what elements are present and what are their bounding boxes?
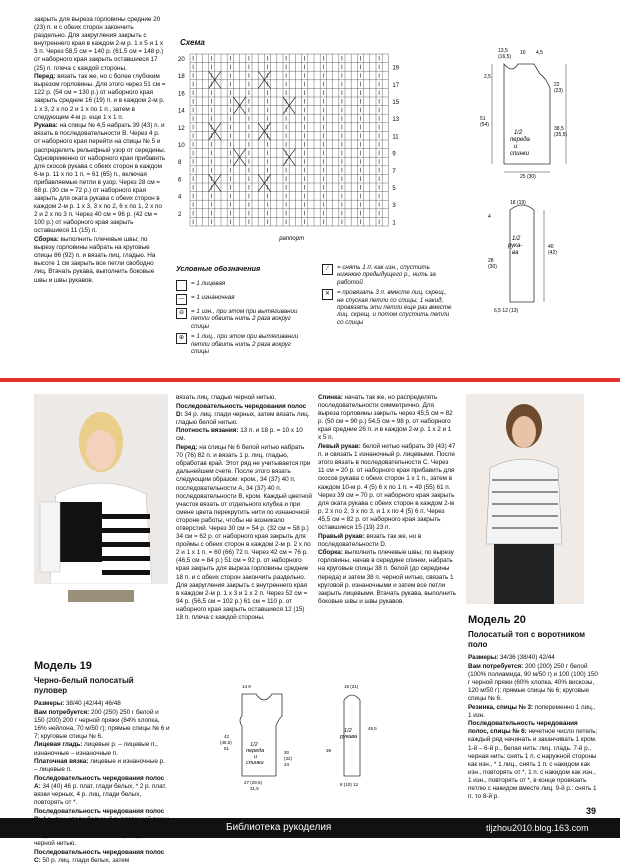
scheme-title: Схема: [180, 38, 205, 47]
svg-text:(30): (30): [488, 264, 497, 270]
row-number-left: 18: [178, 74, 185, 81]
paragraph: [318, 394, 456, 443]
row-number-left: 8: [178, 160, 182, 167]
row-number-left: 2: [178, 211, 182, 218]
paragraph-heading: Рукава:: [34, 122, 58, 130]
paragraph-heading: Перед:: [34, 73, 56, 81]
svg-text:30: 30: [284, 750, 290, 755]
paragraph-heading: Левый рукав:: [318, 443, 361, 451]
svg-text:4,5: 4,5: [536, 50, 543, 56]
paragraph-heading: Последовательность чередования полос C:: [34, 848, 165, 864]
row-number-right: 7: [392, 168, 396, 175]
paragraph-text: вязать так же, но с более глубоким вырезом горловины. Для этого через 51 см = 122 р. (54 см = 130 р.) от наборного края закрыть средние 16 (19) п. и в каждом 2-м р. 1 х 3, 2 х по 2 и 1 х по 1 п., затем в следующем 4-м р. еще 1 х 1 п.: [34, 73, 166, 121]
svg-text:(42): (42): [548, 250, 557, 256]
paragraph: [34, 849, 170, 865]
svg-text:ва: ва: [512, 250, 519, 256]
model-20-subtitle: Полосатый топ с воротником поло: [468, 630, 586, 649]
paragraph-text: 13 п. и 18 р. = 10 х 10 см.: [176, 427, 303, 443]
svg-text:(32): (32): [284, 756, 293, 761]
svg-text:и: и: [254, 754, 258, 760]
svg-text:6,5 12 (13): 6,5 12 (13): [494, 308, 519, 314]
paragraph-text: на спицы № 6 белой нитью набрать 70 (76) 82 п. и вязать 1 р. лиц. гладью, обработав край. Этот ряд не учитывается при дальнейшем счете. После этого вязать следующим образом: кром., 34 (37) 40 п. последовательности A, 34 (37) 40 п. последовательности B, кром. Каждый цветной участок вязать от отдельного клубка и при смене цвета перекрутить нити по изнаночной стороне работы, чтобы не возникало отверстий. Через 30 см = 54 р. (32 см = 58 р.) 34 см = 62 р. от наборного края закрыть для проймы с обеих сторон в каждом 2-м р. 2 х по 2 и 1 х 1 п. = 60 (66) 72 п. Через 42 см = 76 р. (46,5 см = 84 р.) 51 см = 92 р. от наборного края закрыть для выреза горловины средние 18 п. и с обеих сторон закончить раздельно. Для закругления закрыть с внутреннего края в каждом 2-м р. 1 х 3 и 1 х 2 п. Через 52 см = 94 р. (56,5 см = 102 р.) 61 см = 110 р. от наборного края закрыть оставшиеся 12 (15) 18 п. плеча с каждой стороны.: [176, 444, 312, 622]
legend-item: [322, 289, 452, 326]
paragraph: [34, 236, 167, 285]
model-20-text: [468, 654, 598, 802]
paragraph-heading: Размеры:: [468, 654, 499, 661]
svg-text:40: 40: [548, 244, 554, 250]
middle-text-column: [176, 394, 312, 623]
paragraph-heading: Сборка:: [34, 236, 59, 244]
legend-title: Условные обозначения: [176, 264, 261, 273]
paragraph-heading: Правый рукав:: [318, 532, 365, 540]
schematic-model19-front-back: [220, 680, 310, 792]
schematic-half-front-back: [474, 44, 584, 184]
legend-item: [176, 333, 306, 355]
svg-text:(54): (54): [480, 122, 489, 128]
paragraph-heading: Перед:: [176, 444, 198, 452]
legend-item: [322, 264, 452, 286]
svg-text:15 (21): 15 (21): [344, 684, 359, 689]
svg-text:18 (19): 18 (19): [510, 200, 526, 206]
svg-text:51: 51: [480, 116, 486, 122]
svg-text:51: 51: [224, 746, 230, 751]
paragraph-text: лицевые и изнаночные р. – лицевые п.: [34, 758, 165, 774]
paragraph-text: 34 р. лиц. глади черных, затем вязать лиц. гладью белой нитью.: [176, 410, 310, 426]
paragraph-heading: Плотность вязания:: [176, 427, 239, 435]
paragraph-text: 200 (200) 250 г белой (100% полиамида, 90 м/50 г) и 100 (100) 150 г черной пряжи (60% хлопка, 40% вискозы, 120 м/50 г); прямые спицы № 6; круговые спицы № 6.: [468, 662, 598, 702]
svg-text:(23): (23): [554, 88, 563, 94]
model-19-photo: [34, 394, 168, 654]
paragraph-text: 38/40 (42/44) 46/48: [64, 700, 121, 707]
row-number-left: 20: [178, 57, 185, 63]
paragraph-text: нечетное число петель; каждый ряд начинать и заканчивать 1 кром. 1-й – 6-й р., белая нить: лиц. гладь. 7-й р., черная нить: снять 1 п. с наружной стороны как изн., * 1 лиц., снять 1 п. с накидом как изн., повторять от *, 1 п. с накидом как изн., 1 изн., повторять от *, в конце провязать петлю с накидом вместе лиц. 9-й р.: снять 1 п. то 8-й р.: [468, 728, 598, 801]
svg-text:38,5: 38,5: [554, 126, 564, 132]
paragraph-text: на спицы № 4,5 набрать 39 (43) п. и вязать в последовательности B. Через 4 р. от наборного края перейти на спицы № 5 и распределить рельефный узор от середины. Одновременно от наборного края прибавить для скосов рукава с обеих сторон в каждом 6-м р. 11 х по 1 п. = 61 (65) п., включая прибавляемые петли в узор. Через 28 см = 68 р. (30 см = 72 р.) от наборного края закрыть для оката рукава с обеих сторон в каждом 2-м р. 1 х 3, 3 х по 2, 6 х по 1, 2 х по 2 и 2 х по 3 п. Через 40 см = 96 р. (42 см = 100 р.) от наборного края закрыть оставшиеся 11 (15) п.: [34, 122, 166, 235]
row-number-left: 4: [178, 194, 182, 201]
svg-text:14 9: 14 9: [242, 684, 251, 689]
legend-text: = провязать 3 п. вместе лиц. скрещ., не спуская петли со спицы, 1 накид, провязать эти петли еще раз вместе лиц. скрещ. и потом спустить петли со спицы: [337, 289, 452, 326]
model-20-photo: [466, 394, 584, 604]
legend-symbol-icon: ⁄: [322, 264, 333, 275]
row-number-right: 5: [392, 186, 396, 192]
svg-text:1/2: 1/2: [512, 236, 521, 242]
paragraph-text: лицевые р. – лицевые п., изнаночные – изнаночные п.: [34, 741, 158, 757]
svg-text:рука-: рука-: [508, 243, 523, 249]
svg-text:1/2: 1/2: [344, 728, 352, 734]
third-text-column: [318, 394, 456, 606]
paragraph-heading: Резинка, спицы № 3:: [468, 703, 534, 711]
legend-symbol-icon: ✕: [322, 289, 333, 300]
paragraph-heading: Вам потребуется:: [468, 662, 524, 670]
svg-text:22: 22: [554, 82, 560, 88]
page-number: 39: [586, 806, 597, 816]
row-number-right: 19: [392, 65, 400, 72]
legend-item: [176, 280, 306, 291]
model-19-text: [34, 700, 170, 865]
paragraph-text: вязать так же, но в последовательности D.: [318, 532, 422, 548]
paragraph: [34, 73, 167, 122]
legend-text: = 1 лиц., при этом при вытягивании петли обвить нить 2 раза вокруг спицы: [191, 333, 299, 356]
svg-text:спинки: спинки: [510, 151, 530, 157]
paragraph-text: белой нитью набрать 39 (43) 47 п. и связать 1 изнаночный р. лицевыми. После этого вязать в последовательности C. Через 11 см = 20 р. от наборного края прибавить для скосов рукава с обеих сторон 1 х 1 п., затем в каждом 10-м р. 4 (5) 6 х по 1 п. = 49 (55) 61 п. Через 39 см = 70 р. от наборного края закрыть для оката рукава с обеих сторон в каждом 2-м р. 2 х по 2, 3 х по 3, и 1 х по 4 (5) 6 п. Через 45,5 см = 82 р. от наборного края закрыть оставшиеся 15 (19) 23 п.: [318, 443, 456, 531]
svg-text:13,5: 13,5: [498, 48, 508, 54]
paragraph-text: начать так же, но распределять последовательности симметрично. Для выреза горловины закрыть через 45,5 см = 82 р. (50 см = 90 р.) 54,5 см = 98 р. от наборного края средние 26 п. и в каждом 2-м р. 1 х 2 и 1 х 5 п.: [318, 394, 453, 442]
svg-text:4: 4: [488, 214, 491, 220]
svg-text:рукава: рукава: [340, 734, 358, 740]
footer-site-name: Библиотека рукоделия: [226, 822, 332, 833]
paragraph-text: черной нитью.: [34, 840, 77, 848]
legend-symbol-icon: —: [176, 294, 187, 305]
paragraph-text: 200 (250) 250 г белой и 150 (200) 200 г черной пряжи (84% хлопка, 16% нейлона, 70 м/50 г); прямые спицы № 6 и 7; круговые спицы № 6.: [34, 708, 170, 740]
paragraph-heading: Платочная вязка:: [34, 758, 89, 766]
row-number-right: 3: [392, 203, 396, 210]
model-20-title: Модель 20: [468, 614, 526, 626]
legend-symbol-icon: ⊕: [176, 333, 187, 344]
svg-text:(35,5): (35,5): [554, 132, 568, 138]
schematic-half-sleeve: [474, 190, 584, 320]
row-number-right: 13: [392, 117, 400, 124]
legend-text: = 1 изн., при этом при вытягивании петли обвить нить 2 раза вокруг спицы: [191, 308, 298, 330]
paragraph-heading: Последовательность чередования полос: [34, 807, 165, 815]
paragraph-text: вязать лиц. гладью черной нитью.: [176, 394, 276, 401]
legend-text: = снять 1 п. как изн., спустить нижнюю предыдущего р., нить за работой: [337, 264, 436, 286]
paragraph: [318, 549, 456, 606]
svg-text:34: 34: [284, 762, 290, 767]
section-divider: [0, 378, 620, 382]
row-number-left: 12: [178, 125, 185, 132]
row-number-left: 6: [178, 177, 182, 184]
svg-text:переда: переда: [510, 137, 530, 143]
legend-left: [176, 280, 306, 358]
top-left-text-column: [34, 16, 167, 285]
legend-text: = 1 лицевая: [191, 280, 226, 287]
paragraph: [176, 427, 312, 443]
svg-text:39: 39: [326, 748, 332, 753]
paragraph-text: попеременно 1 лиц., 1 изн.: [468, 703, 596, 719]
row-number-right: 1: [392, 220, 396, 227]
legend-item: [176, 308, 306, 330]
svg-text:25 (30): 25 (30): [520, 174, 536, 180]
paragraph-heading: Последовательность чередования полос, спицы № 6:: [468, 720, 578, 736]
paragraph-heading: Спинка:: [318, 394, 343, 401]
paragraph: [318, 533, 456, 549]
paragraph-text: выполнить плечевые швы; по вырезу горловины, начав в середине спинки, набрать на круговые спицы 38 п. белой (до середины переда) и затем 38 п. черной нитью, связать 1 круговой р. изнаночными и затем все петли закрыть лицевыми. Втачать рукава, выполнить боковые швы и швы рукавов.: [318, 549, 456, 605]
svg-text:27 (29,5): 27 (29,5): [244, 780, 263, 785]
paragraph: [468, 654, 598, 662]
footer-url: tljzhou2010.blog.163.com: [486, 823, 589, 833]
paragraph-text: 50 р. лиц. глади белых, затем: [40, 856, 130, 864]
svg-text:31,5: 31,5: [250, 786, 259, 791]
paragraph: [468, 704, 598, 720]
row-number-right: 17: [392, 82, 400, 89]
svg-text:10: 10: [520, 50, 526, 56]
legend-text: = 1 изнаночная: [191, 294, 235, 301]
row-number-right: 11: [392, 134, 399, 141]
paragraph-heading: Сборка:: [318, 549, 343, 557]
paragraph: [34, 16, 167, 73]
paragraph: [176, 444, 312, 622]
row-number-left: 14: [178, 108, 185, 115]
schematic-model19-sleeve: [318, 680, 388, 792]
svg-text:и: и: [514, 144, 518, 150]
svg-text:45,5: 45,5: [368, 726, 377, 731]
paragraph: [176, 394, 312, 402]
knitting-chart-grid: [176, 48, 416, 248]
paragraph: [34, 758, 170, 774]
schem-label: 1/2: [514, 130, 523, 136]
paragraph-heading: Размеры:: [34, 700, 65, 707]
paragraph: [34, 775, 170, 807]
svg-text:8 (10) 12: 8 (10) 12: [340, 782, 359, 787]
svg-text:спинки: спинки: [246, 760, 264, 766]
legend-symbol-icon: ⊖: [176, 308, 187, 319]
paragraph: [34, 700, 170, 708]
paragraph-heading: Лицевая гладь:: [34, 741, 83, 749]
paragraph-text: закрыть для выреза горловины средние 20 (23) п. и с обеих сторон закончить раздельно. Для закругления закрыть с внутреннего края в каждом 2-м р. 1 х 5 и 1 х 3 п. Через 58,5 см = 140 р. (61,5 см = 148 р.) от наборного края закрыть оставшиеся 17 (25) п. плеча с каждой стороны.: [34, 16, 164, 72]
svg-text:28: 28: [488, 258, 494, 264]
legend-symbol-icon: [176, 280, 187, 291]
paragraph: [176, 403, 312, 427]
paragraph-text: выполнить плечевые швы; по вырезу горловины набрать на круговые спицы 86 (92) п. и вязать лиц. гладью. На высоте 1 см закрыть все петли свободно лиц. Втачать рукава, выполнить боковые швы и швы рукавов.: [34, 236, 156, 284]
paragraph: [318, 443, 456, 532]
row-number-right: 9: [392, 151, 396, 158]
row-number-left: 10: [178, 143, 185, 149]
paragraph-text: 34/36 (38/40) 42/44: [498, 654, 555, 661]
paragraph: [34, 122, 167, 235]
legend-item: [176, 294, 306, 305]
legend-right: [322, 264, 452, 329]
paragraph: [34, 709, 170, 741]
rapport-label: раппорт: [279, 236, 305, 242]
paragraph-heading: Вам потребуется:: [34, 708, 90, 716]
svg-text:1/2: 1/2: [250, 742, 258, 748]
model-19-subtitle: Черно-белый полосатый пуловер: [34, 676, 134, 695]
model-19-title: Модель 19: [34, 660, 92, 672]
paragraph-heading: Последовательность чередования полос A:: [34, 774, 165, 790]
paragraph-heading: Последовательность чередования полос D:: [176, 402, 307, 418]
svg-text:2,5: 2,5: [484, 74, 491, 80]
svg-text:42: 42: [224, 734, 230, 739]
paragraph-text: 34 (40) 46 р. плат. глади белых, * 2 р. плат. вязки черных, 4 р. лиц. глади белых, повторять от *.: [34, 782, 167, 807]
svg-text:(16,5): (16,5): [498, 54, 512, 60]
row-number-right: 15: [392, 100, 400, 106]
paragraph: [34, 741, 170, 757]
svg-text:переда: переда: [246, 748, 265, 754]
row-number-left: 16: [178, 91, 185, 98]
paragraph: [468, 663, 598, 703]
svg-text:(46,5): (46,5): [220, 740, 232, 745]
paragraph: [468, 720, 598, 801]
